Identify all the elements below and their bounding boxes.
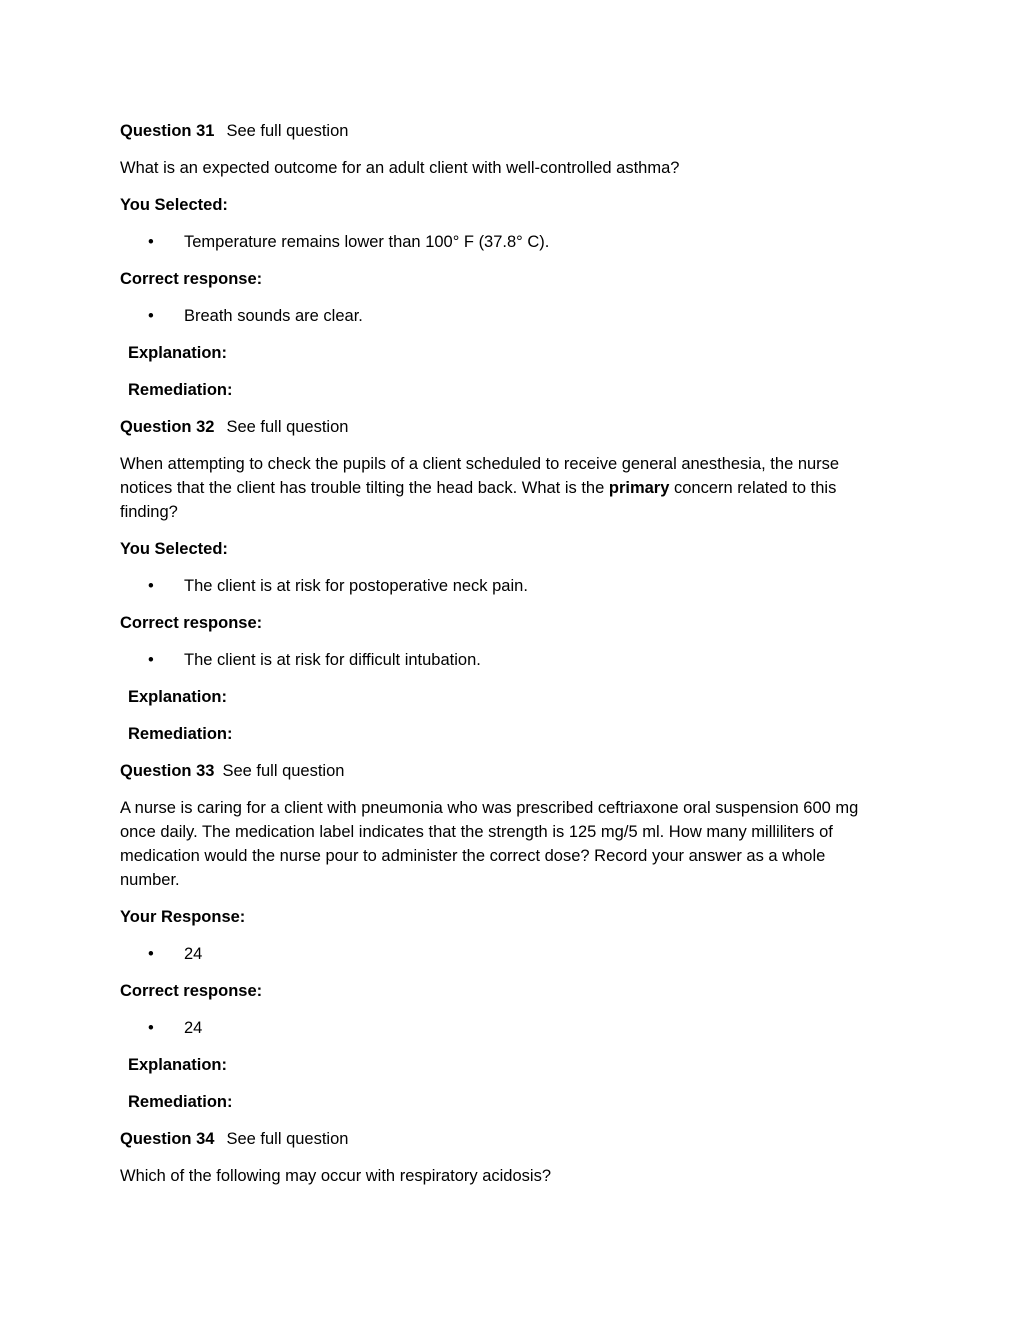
explanation-label: Explanation: [128, 1056, 228, 1074]
explanation-label: Explanation: [128, 688, 228, 706]
bullet-icon: • [148, 307, 154, 325]
remediation-label: Remediation: [128, 381, 233, 399]
question-text: Which of the following may occur with respiratory acidosis? [120, 1167, 552, 1185]
question-text: A nurse is caring for a client with pneumonia who was prescribed ceftriaxone oral suspension 600 mg once daily. The medication label indicates that the strength is 125 mg/5 ml. How many milliliters of medication would the nurse pour to administer the correct dose? Record your answer as a whole number. [120, 799, 859, 889]
your-response-label: Your Response: [120, 908, 246, 926]
correct-response-label: Correct response: [120, 614, 263, 632]
document-page [120, 119, 880, 1201]
question-header [120, 759, 880, 783]
question-number: Question 32 [120, 418, 215, 436]
bullet-icon: • [148, 651, 154, 669]
correct-answer [120, 1016, 880, 1040]
selected-label: You Selected: [120, 540, 228, 558]
bullet-icon: • [148, 577, 154, 595]
correct-response-label: Correct response: [120, 982, 263, 1000]
explanation-label: Explanation: [128, 344, 228, 362]
correct-answer [120, 648, 880, 672]
see-full-question-link[interactable]: See full question [222, 762, 345, 780]
bullet-icon: • [148, 233, 154, 251]
question-header [120, 1127, 880, 1151]
question-number: Question 31 [120, 122, 215, 140]
question-text [120, 452, 880, 524]
question-text-emphasis: primary [608, 479, 670, 497]
see-full-question-link[interactable]: See full question [226, 122, 349, 140]
question-header [120, 119, 880, 143]
selected-answer [120, 942, 880, 966]
selected-answer-text: Temperature remains lower than 100° F (37.8° C). [184, 233, 550, 251]
remediation-label: Remediation: [128, 1093, 233, 1111]
question-number: Question 34 [120, 1130, 215, 1148]
bullet-icon: • [148, 945, 154, 963]
question-text: What is an expected outcome for an adult client with well-controlled asthma? [120, 159, 680, 177]
selected-answer [120, 574, 880, 598]
question-text-start: When attempting to check the pupils of a client scheduled to receive general anesthesia, the nurse notices that the client has trouble tilting the head back. What is the [120, 455, 840, 497]
see-full-question-link[interactable]: See full question [226, 1130, 349, 1148]
question-text-end: concern related to this finding? [120, 479, 837, 521]
selected-answer-text: The client is at risk for postoperative neck pain. [184, 577, 528, 595]
question-number: Question 33 [120, 762, 215, 780]
remediation-label: Remediation: [128, 725, 233, 743]
correct-response-label: Correct response: [120, 270, 263, 288]
correct-answer-text: 24 [184, 1019, 203, 1037]
selected-label: You Selected: [120, 196, 228, 214]
selected-answer-text: 24 [184, 945, 203, 963]
correct-answer [120, 304, 880, 328]
correct-answer-text: The client is at risk for difficult intubation. [184, 651, 481, 669]
correct-answer-text: Breath sounds are clear. [184, 307, 363, 325]
selected-answer [120, 230, 880, 254]
see-full-question-link[interactable]: See full question [226, 418, 349, 436]
question-header [120, 415, 880, 439]
bullet-icon: • [148, 1019, 154, 1037]
